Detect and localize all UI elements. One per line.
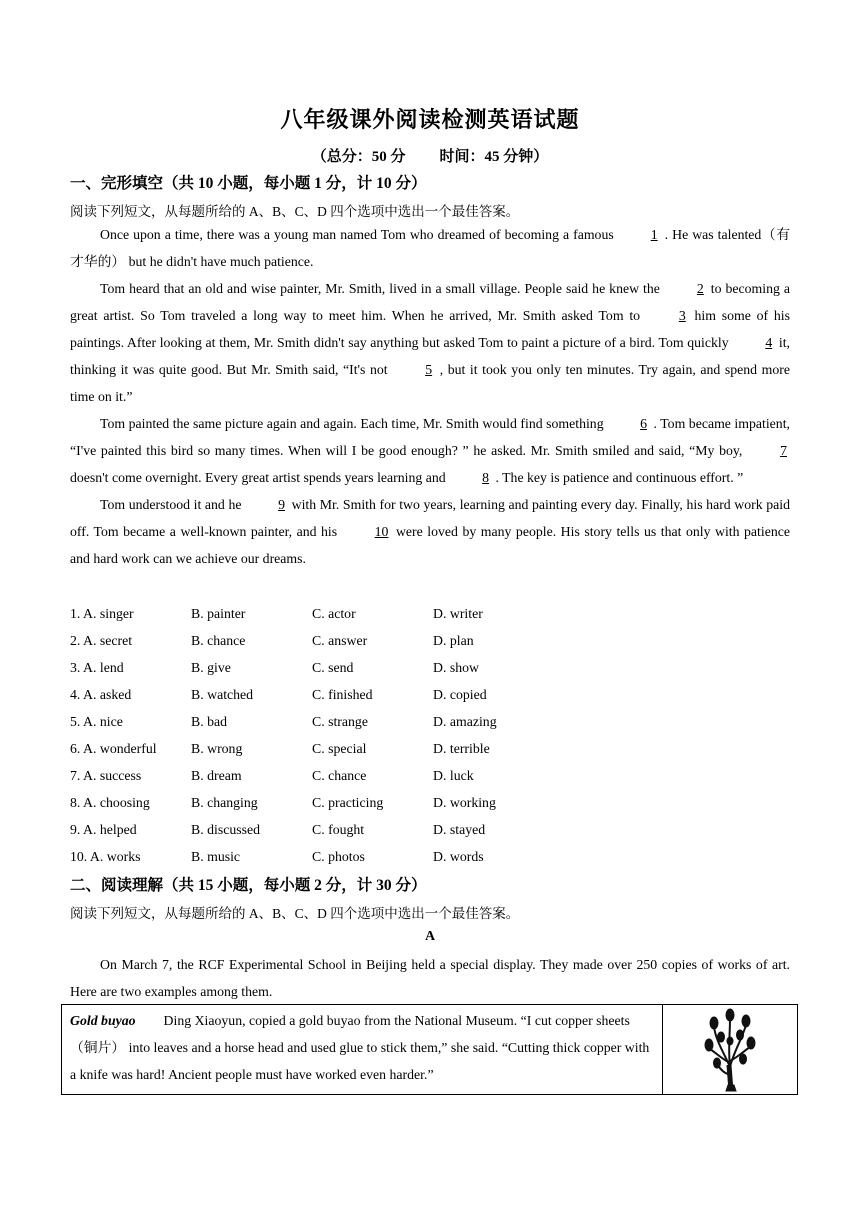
option: 10. A. works: [70, 849, 141, 864]
option: B. dream: [191, 768, 242, 783]
option: C. actor: [312, 606, 356, 621]
blank-8: 8: [482, 470, 490, 485]
blank-10: 10: [374, 524, 389, 539]
option-row: [70, 816, 554, 843]
option: D. luck: [433, 768, 474, 783]
section1-instruction: 阅读下列短文，从每题所给的 A、B、C、D 四个选项中选出一个最佳答案。: [70, 204, 520, 219]
option: 9. A. helped: [70, 822, 137, 837]
option: D. words: [433, 849, 484, 864]
paragraph-3: Tom painted the same picture again and again. Each time, Mr. Smith would find something 6 . Tom became impatient, “I've painted this bird so many times. When will I be good enough? ” he asked. Mr. Smith smiled and said, “My boy, 7 doesn't come overnight. Every great artist spends years learning and 8 . The key is patience and continuous effort. ”: [70, 410, 790, 491]
section2-heading: 二、阅读理解（共 15 小题，每小题 2 分，计 30 分）: [70, 877, 427, 894]
option: 8. A. choosing: [70, 795, 150, 810]
blank-3: 3: [678, 308, 686, 323]
option-row: [70, 735, 554, 762]
paragraph-2: Tom heard that an old and wise painter, Mr. Smith, lived in a small village. People said he knew the 2 to becoming a great artist. So Tom traveled a long way to meet him. When he arrived, Mr. Smith asked Tom to 3 him some of his paintings. After looking at them, Mr. Smith didn't say anything but asked Tom to paint a picture of a bird. Tom quickly 4 it, thinking it was quite good. But Mr. Smith said, “It's not 5 , but it took you only ten minutes. Try again, and spend more time on it.”: [70, 275, 790, 410]
option: C. send: [312, 660, 354, 675]
option: D. amazing: [433, 714, 497, 729]
page-title: 八年级课外阅读检测英语试题: [280, 107, 580, 132]
option: C. finished: [312, 687, 373, 702]
option: C. special: [312, 741, 367, 756]
option: 7. A. success: [70, 768, 142, 783]
option: B. give: [191, 660, 231, 675]
option: C. answer: [312, 633, 368, 648]
option: D. writer: [433, 606, 483, 621]
cloze-passage: [70, 221, 790, 572]
option: B. music: [191, 849, 241, 864]
blank-6: 6: [640, 416, 648, 431]
gold-buyao-silhouette-icon: [664, 1005, 797, 1094]
paragraph-4: Tom understood it and he 9 with Mr. Smith for two years, learning and painting every day. Finally, his hard work paid off. Tom became a well-known painter, and his 10 were loved by many people. His story tells us that only with patience and hard work can we achieve our dreams.: [70, 491, 790, 572]
paragraph-1: Once upon a time, there was a young man named Tom who dreamed of becoming a famous 1 . He was talented（有才华的） but he didn't have much patience.: [70, 221, 790, 275]
option: 5. A. nice: [70, 714, 123, 729]
blank-1: 1: [650, 227, 658, 242]
option: D. plan: [433, 633, 474, 648]
artwork-description: [62, 1005, 663, 1094]
exam-time: 时间：45 分钟）: [439, 149, 549, 165]
option: D. stayed: [433, 822, 486, 837]
option: B. watched: [191, 687, 254, 702]
option-row: [70, 600, 554, 627]
option: 2. A. secret: [70, 633, 133, 648]
option: B. changing: [191, 795, 258, 810]
blank-5: 5: [425, 362, 433, 377]
option: D. working: [433, 795, 496, 810]
cloze-options: [70, 600, 554, 870]
blank-2: 2: [696, 281, 704, 296]
option: C. photos: [312, 849, 365, 864]
passage-a-label: A: [424, 929, 436, 944]
option-row: [70, 708, 554, 735]
option: C. practicing: [312, 795, 384, 810]
option: B. bad: [191, 714, 228, 729]
option: 3. A. lend: [70, 660, 124, 675]
option: 4. A. asked: [70, 687, 132, 702]
option: 1. A. singer: [70, 606, 134, 621]
option: 6. A. wonderful: [70, 741, 157, 756]
option: D. copied: [433, 687, 487, 702]
option-row: [70, 789, 554, 816]
option: C. fought: [312, 822, 365, 837]
option: B. chance: [191, 633, 246, 648]
exam-info: [0, 145, 860, 166]
total-score: （总分：50 分: [311, 149, 406, 165]
option: B. wrong: [191, 741, 243, 756]
artwork-table: [61, 1004, 798, 1095]
option: C. strange: [312, 714, 368, 729]
option-row: [70, 681, 554, 708]
blank-4: 4: [765, 335, 773, 350]
section2-instruction: 阅读下列短文，从每题所给的 A、B、C、D 四个选项中选出一个最佳答案。: [70, 906, 520, 921]
option: D. terrible: [433, 741, 490, 756]
artwork-text: Ding Xiaoyun, copied a gold buyao from the National Museum. “I cut copper sheets（铜片） into leaves and a horse head and used glue to stick them,” she said. “Cutting thick copper with a knife was hard! Ancient people must have worked even harder.”: [70, 1013, 650, 1082]
passage-a-intro: On March 7, the RCF Experimental School in Beijing held a special display. They made over 250 copies of works of art. Here are two examples among them.: [70, 957, 790, 999]
option: B. discussed: [191, 822, 260, 837]
option-row: [70, 843, 554, 870]
artwork-name: Gold buyao: [70, 1013, 136, 1028]
option-row: [70, 762, 554, 789]
option: C. chance: [312, 768, 367, 783]
blank-7: 7: [780, 443, 787, 458]
blank-9: 9: [278, 497, 285, 512]
option-row: [70, 627, 554, 654]
option: D. show: [433, 660, 479, 675]
option-row: [70, 654, 554, 681]
section1-heading: 一、完形填空（共 10 小题，每小题 1 分，计 10 分）: [70, 175, 427, 192]
option: B. painter: [191, 606, 246, 621]
